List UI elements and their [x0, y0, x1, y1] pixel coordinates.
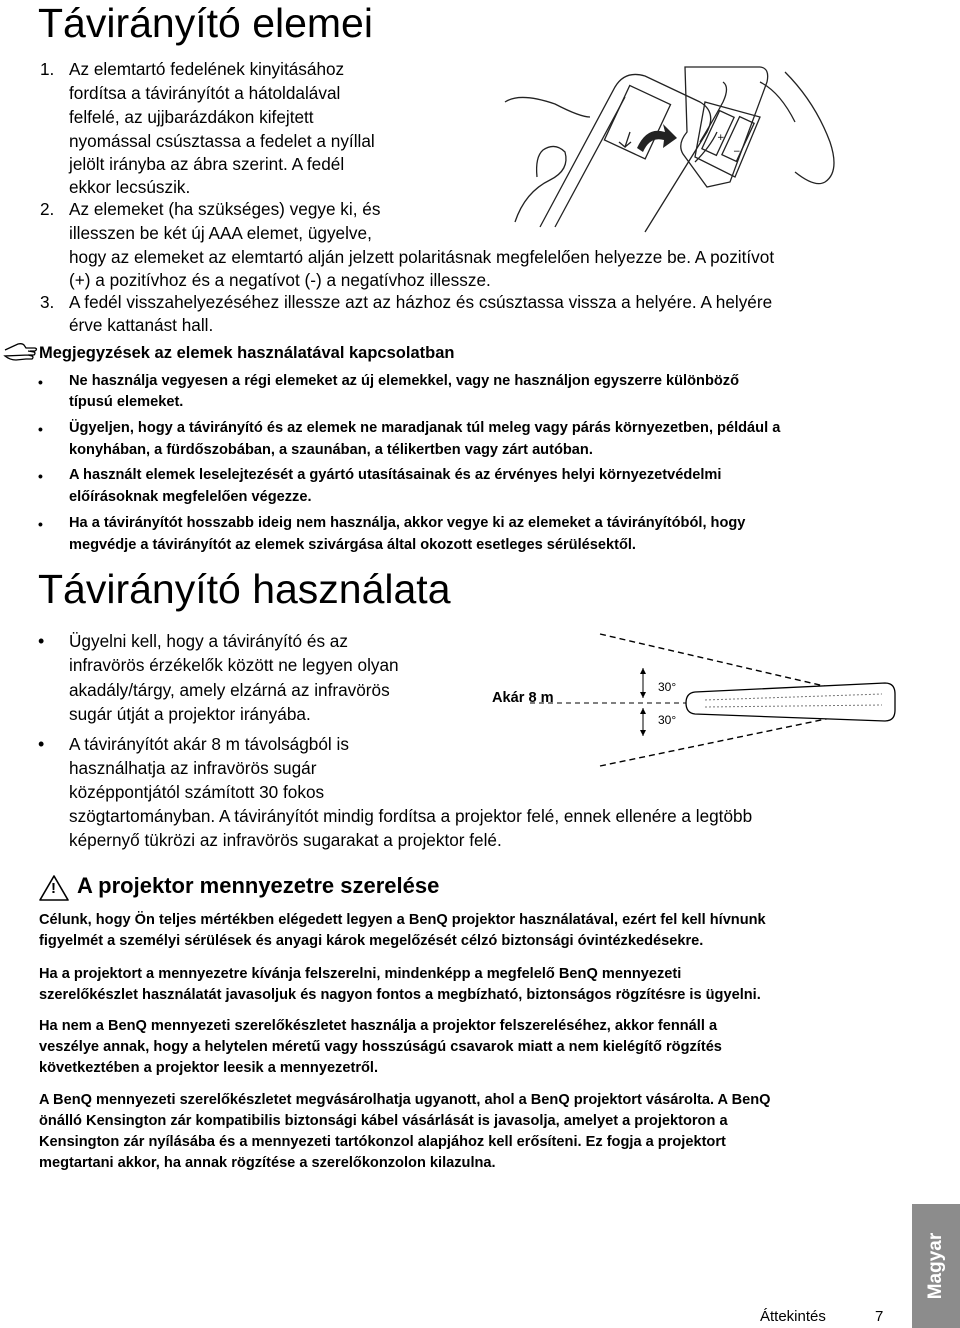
bullet: • — [38, 374, 43, 390]
step-line: Az elemtartó fedelének kinyitásához — [69, 59, 345, 79]
remote-back-view — [505, 74, 727, 232]
bullet: • — [38, 516, 43, 532]
note-line: megvédje a távirányítót az elemek szivárgása által okozott esetleges sérülésektől. — [69, 537, 636, 553]
step-line: jelölt irányba az ábra szerint. A fedél — [69, 154, 345, 174]
usage-line: középpontjától számított 30 fokos — [69, 782, 325, 802]
step-line: hogy az elemeket az elemtartó alján jelzett polaritásnak megfelelően helyezze be. A pozitívot — [69, 247, 775, 267]
usage-line: A távirányítót akár 8 m távolságból is — [69, 734, 349, 754]
range-label: Akár 8 m — [492, 690, 554, 706]
language-tab[interactable] — [912, 1204, 960, 1328]
note-line: Ne használja vegyesen a régi elemeket az új elemekkel, vagy ne használjon egyszerre különböző — [69, 373, 739, 389]
note-line: A használt elemek leselejtezését a gyártó utasításainak és az érvényes helyi környezetvédelmi — [69, 467, 722, 483]
paragraph-line: következtében a projektor leesik a mennyezetről. — [39, 1060, 379, 1076]
bullet: • — [38, 468, 43, 484]
curved-arrow-icon — [637, 124, 677, 152]
footer-page-number: 7 — [875, 1308, 884, 1325]
usage-line: szögtartományban. A távirányítót mindig fordítsa a projektor felé, ennek ellenére a legtöbb — [69, 806, 753, 826]
usage-line: Ügyelni kell, hogy a távirányító és az — [69, 631, 348, 651]
paragraph-line: Kensington zár nyílásába és a mennyezeti tartókonzol alapjához kell erősíteni. Ez fogja a projektort — [39, 1134, 726, 1150]
step-line: illesszen be két új AAA elemet, ügyelve, — [69, 223, 372, 243]
angle-label-top: 30° — [658, 680, 677, 694]
paragraph-line: figyelmét a személyi sérülések és anyagi károk megelőzését célzó biztonsági óvintézkedésekre. — [39, 933, 704, 949]
step-number: 1. — [40, 59, 55, 79]
section-title-usage: Távirányító használata — [38, 566, 451, 612]
note-title: Megjegyzések az elemek használatával kapcsolatban — [39, 344, 455, 362]
bullet: • — [38, 631, 45, 651]
language-tab-label: Magyar — [925, 1232, 946, 1300]
note-line: Ügyeljen, hogy a távirányító és az elemek ne maradjanak túl meleg vagy párás környezetben, például a — [69, 420, 781, 436]
battery-cover-illustration — [495, 62, 925, 212]
page-title: Távirányító elemei — [38, 0, 373, 46]
angle-label-bottom: 30° — [658, 713, 677, 727]
usage-line: akadály/tárgy, amely elzárná az infravörös — [69, 680, 390, 700]
usage-line: infravörös érzékelők között ne legyen olyan — [69, 655, 399, 675]
paragraph-line: szerelőkészlet használatát javasoljuk és nagyon fontos a megbízható, biztonságos rögzítésre is ügyelni. — [39, 987, 761, 1003]
step-number: 2. — [40, 199, 55, 219]
remote-control-icon — [686, 683, 895, 721]
remote-open-view — [681, 67, 834, 187]
paragraph-line: önálló Kensington zár kompatibilis biztonsági kábel vásárlását is javasolja, amelyet a projektoron a — [39, 1113, 728, 1129]
paragraph-line: veszélye annak, hogy a helytelen méretű vagy hosszúságú csavarok miatt a nem kielégítő rögzítés — [39, 1039, 722, 1055]
note-line: típusú elemeket. — [69, 394, 184, 410]
minus-icon: − — [733, 147, 741, 157]
note-hand-icon — [4, 340, 38, 362]
section-title-ceiling: A projektor mennyezetre szerelése — [77, 873, 440, 898]
paragraph-line: Célunk, hogy Ön teljes mértékben elégedett legyen a BenQ projektor használatával, ezért fel kell hívnunk — [39, 912, 766, 928]
paragraph-line: megtartani akkor, ha annak rögzítése a szerelőkonzolon kilazulna. — [39, 1155, 496, 1171]
note-line: Ha a távirányítót hosszabb ideig nem használja, akkor vegye ki az elemeket a távirányítóból, hogy — [69, 515, 746, 531]
beam-upper-edge — [600, 634, 850, 692]
usage-line: képernyő tükrözi az infravörös sugarakat a projektor felé. — [69, 830, 502, 850]
step-line: (+) a pozitívhoz és a negatívot (-) a negatívhoz illessze. — [69, 270, 491, 290]
paragraph-line: A BenQ mennyezeti szerelőkészletet megvásárolhatja ugyanott, ahol a BenQ projektort vásárolta. A BenQ — [39, 1092, 771, 1108]
beam-lower-edge — [600, 714, 850, 766]
paragraph-line: Ha nem a BenQ mennyezeti szerelőkészletet használja a projektor felszereléséhez, akkor fennáll a — [39, 1018, 718, 1034]
bullet: • — [38, 421, 43, 437]
plus-icon: + — [717, 133, 725, 143]
step-line: fordítsa a távirányítót a hátoldalával — [69, 83, 341, 103]
usage-line: használhatja az infravörös sugár — [69, 758, 317, 778]
step-line: Az elemeket (ha szükséges) vegye ki, és — [69, 199, 381, 219]
step-line: érve kattanást hall. — [69, 315, 214, 335]
step-line: A fedél visszahelyezéséhez illessze azt az házhoz és csúsztassa vissza a helyére. A helyére — [69, 292, 773, 312]
step-line: nyomással csúsztassa a fedelet a nyíllal — [69, 131, 375, 151]
warning-glyph: ! — [51, 880, 56, 897]
step-line: felfelé, az ujjbarázdákon kifejtett — [69, 107, 314, 127]
step-line: ekkor lecsúszik. — [69, 177, 191, 197]
usage-line: sugár útját a projektor irányába. — [69, 704, 311, 724]
bullet: • — [38, 734, 45, 754]
step-number: 3. — [40, 292, 55, 312]
note-line: előírásoknak megfelelően végezze. — [69, 489, 312, 505]
paragraph-line: Ha a projektort a mennyezetre kívánja felszerelni, mindenképp a megfelelő BenQ mennyezeti — [39, 966, 682, 982]
footer-section-name: Áttekintés — [760, 1308, 826, 1325]
note-line: konyhában, a fürdőszobában, a szaunában, a télikertben vagy zárt autóban. — [69, 442, 593, 458]
